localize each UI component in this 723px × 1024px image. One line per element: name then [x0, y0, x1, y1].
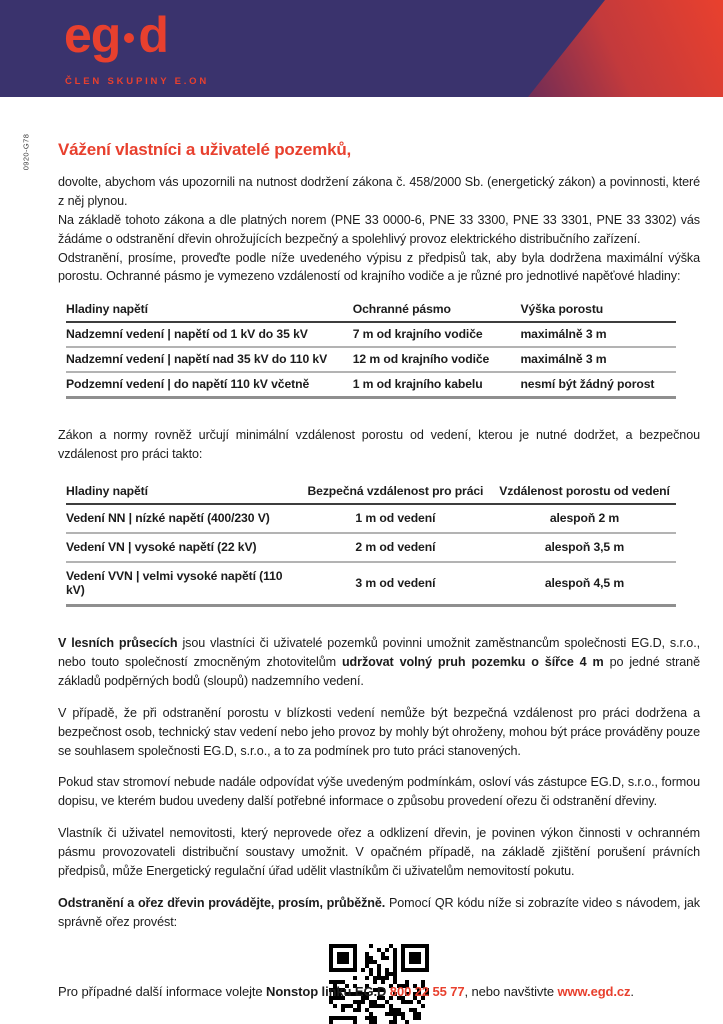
intro-paragraph-3: Odstranění, prosíme, proveďte podle níže uvedeného výpisu z předpisů tak, aby byla dodržena maximální výška porostu. Ochranné pásmo je vymezeno vzdáleností od krajního vodiče a je různé pro jednotlivé napěťové hladiny:: [58, 250, 700, 284]
text-segment: .: [630, 984, 634, 999]
table-row: [66, 322, 676, 347]
table-cell: 7 m od krajního vodiče: [353, 322, 521, 347]
table-row: [66, 504, 676, 533]
table-header-row: [66, 482, 676, 504]
table-cell: 1 m od vedení: [298, 504, 493, 533]
table-cell: Nadzemní vedení | napětí od 1 kV do 35 kV: [66, 322, 353, 347]
bold-text: V lesních průsecích: [58, 636, 178, 651]
safety-distance-paragraph: V případě, že při odstranění porostu v blízkosti vedení nemůže být bezpečná vzdálenost pro práci dodržena a bezpečnost osob, technický stav vedení nebo jeho provoz by mohly být ohroženy, mohou být práce prováděny pouze se souhlasem společnosti EG.D, s.r.o., a to za podmínek pro tuto práci stanovených.: [58, 705, 700, 758]
table-cell: Vedení VN | vysoké napětí (22 kV): [66, 533, 298, 562]
table-row: [66, 372, 676, 398]
logo-text-eg: eg: [64, 7, 121, 63]
bold-text: Odstranění a ořez dřevin provádějte, prosím, průběžně.: [58, 895, 386, 910]
text-segment: Pro případné další informace volejte: [58, 984, 267, 999]
text-segment: po jedné straně základů podpěrných bodů (sloupů) nadzemního vedení.: [58, 655, 700, 688]
table-row: [66, 347, 676, 372]
table-cell: 3 m od vedení: [298, 562, 493, 606]
document-body: [0, 140, 723, 1024]
intro-paragraph-1: dovolte, abychom vás upozornili na nutnost dodržení zákona č. 458/2000 Sb. (energetický zákon) a povinnosti, které z něj plynou.: [58, 175, 700, 208]
table-cell: alespoň 2 m: [493, 504, 676, 533]
nonstop-line-label: Nonstop linku EG.D: [266, 984, 387, 999]
text-segment: Pomocí QR kódu níže si zobrazíte video s návodem, jak správně ořez provést:: [58, 895, 700, 929]
column-header: Bezpečná vzdálenost pro práci: [298, 482, 493, 504]
column-header: Vzdálenost porostu od vedení: [493, 482, 676, 504]
logo-tagline: ČLEN SKUPINY E.ON: [65, 76, 210, 87]
mid-paragraph: Zákon a normy rovněž určují minimální vzdálenost porostu od vedení, kterou je nutné dodržet, a bezpečnou vzdálenost pro práci takto:: [58, 428, 700, 462]
table-cell: maximálně 3 m: [520, 322, 676, 347]
column-header: Výška porostu: [520, 300, 676, 322]
table-cell: maximálně 3 m: [520, 347, 676, 372]
phone-number: 800 22 55 77: [386, 984, 465, 999]
protection-zone-table: [66, 300, 676, 399]
intro-paragraph-2: Na základě tohoto zákona a dle platných norem (PNE 33 0000-6, PNE 33 3300, PNE 33 3301, PNE 33 3302) vás žádáme o odstranění dřevin ohrožujících bezpečný a spolehlivý provoz elektrického distribučního zařízení.: [58, 212, 700, 246]
document-code-vertical: 0920-G78: [21, 133, 31, 171]
website-url: www.egd.cz: [557, 984, 631, 999]
footer-contact-line: [58, 984, 634, 999]
table-cell: 12 m od krajního vodiče: [353, 347, 521, 372]
table-cell: Vedení VVN | velmi vysoké napětí (110 kV): [66, 562, 298, 606]
qr-instruction-paragraph: [58, 894, 700, 932]
table-cell: Vedení NN | nízké napětí (400/230 V): [66, 504, 298, 533]
logo-dot-icon: [124, 33, 134, 43]
table-cell: nesmí být žádný porost: [520, 372, 676, 398]
column-header: Ochranné pásmo: [353, 300, 521, 322]
table-row: [66, 533, 676, 562]
table-cell: alespoň 3,5 m: [493, 533, 676, 562]
column-header: Hladiny napětí: [66, 482, 298, 504]
page-title: Vážení vlastníci a uživatelé pozemků,: [58, 140, 352, 159]
table-cell: Nadzemní vedení | napětí nad 35 kV do 110 kV: [66, 347, 353, 372]
table-cell: 1 m od krajního kabelu: [353, 372, 521, 398]
header-banner: [0, 0, 723, 97]
table-cell: 2 m od vedení: [298, 533, 493, 562]
text-segment: , nebo navštivte: [464, 984, 558, 999]
forest-clearing-paragraph: [58, 634, 700, 691]
notification-letter-paragraph: Pokud stav stromoví nebude nadále odpovídat výše uvedeným podmínkám, osloví vás zástupce EG.D, s.r.o., formou dopisu, ve kterém budou uvedeny další potřebné informace o způsobu provedení ořezu či odstranění dřeviny.: [58, 775, 700, 809]
table-cell: alespoň 4,5 m: [493, 562, 676, 606]
penalty-paragraph: Vlastník či uživatel nemovitosti, který neprovede ořez a odklizení dřevin, je povinen výkon činnosti v ochranném pásmu provozovateli distribuční soustavy umožnit. V opačném případě, na základě zjištění porušení právních předpisů, může Energetický regulační úřad udělit vlastníkům či uživatelům nemovitostí pokutu.: [58, 826, 700, 879]
egd-logo: [64, 7, 168, 63]
table-cell: Podzemní vedení | do napětí 110 kV včetně: [66, 372, 353, 398]
table-row: [66, 562, 676, 606]
text-segment: jsou vlastníci či uživatelé pozemků povinni umožnit zaměstnancům společnosti EG.D, s.r.o., nebo touto společností zmocněným zhotovitelům: [58, 636, 701, 670]
column-header: Hladiny napětí: [66, 300, 353, 322]
work-distance-table: [66, 482, 676, 607]
logo-text-d: d: [138, 7, 168, 63]
table-header-row: [66, 300, 676, 322]
bold-text: udržovat volný pruh pozemku o šířce 4 m: [341, 655, 604, 670]
